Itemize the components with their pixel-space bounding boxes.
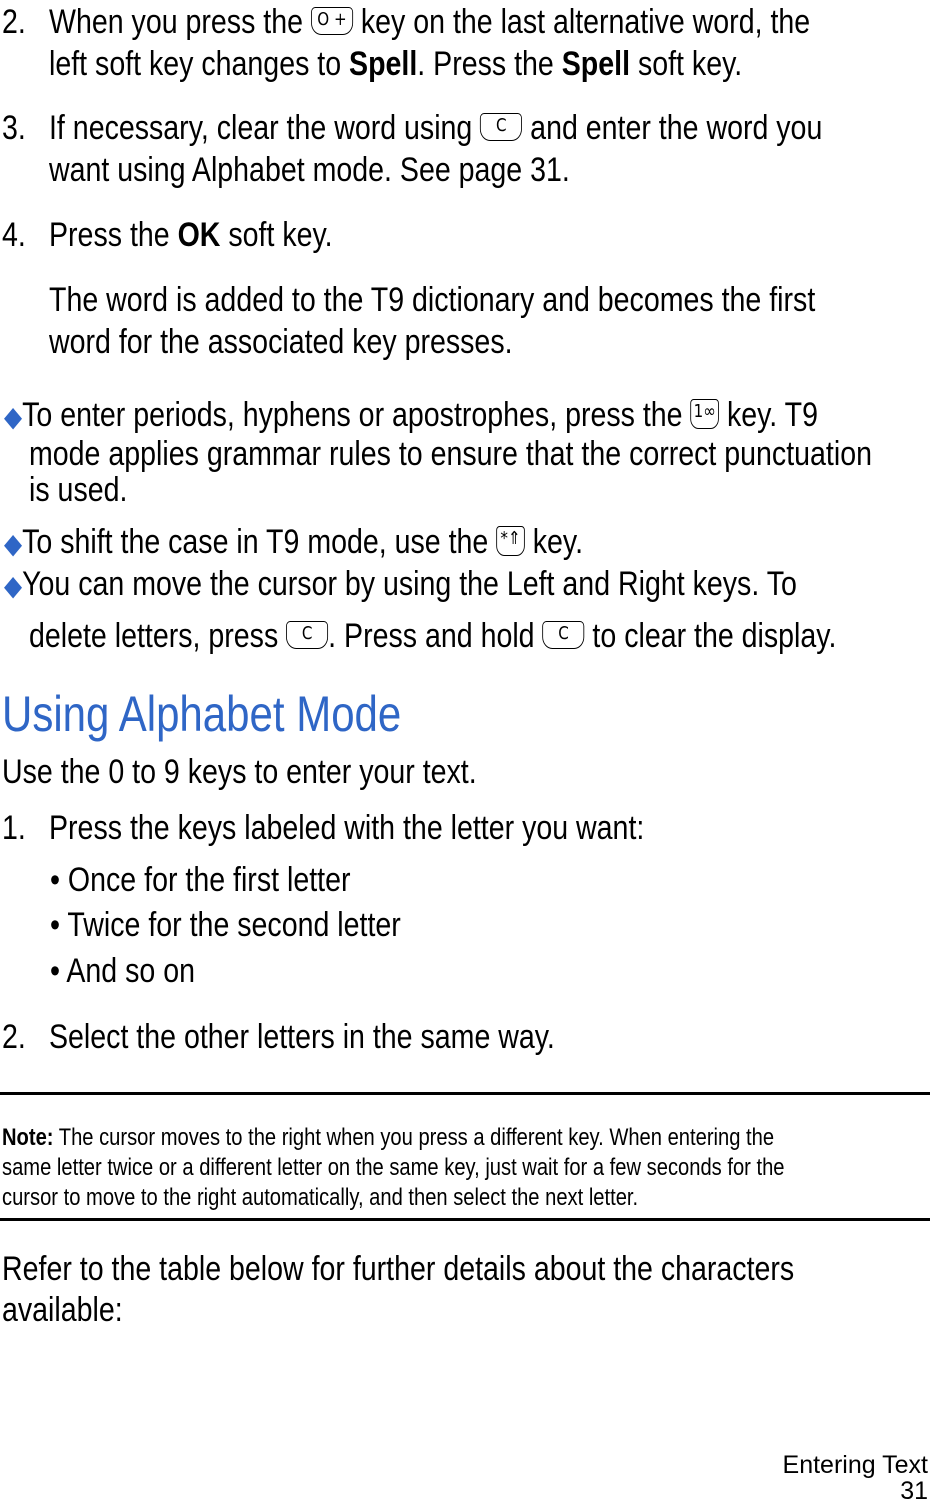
refer-line-2: available:: [2, 1291, 123, 1329]
step-number: 2.: [2, 1018, 26, 1056]
sub-item: • And so on: [50, 952, 195, 990]
step-4-line-1: Press the OK soft key.: [49, 216, 333, 254]
note-bottom-rule: [0, 1218, 930, 1221]
zero-plus-key-icon: O +: [311, 7, 353, 35]
note-top-rule: [0, 1092, 930, 1095]
bullet-shift-case: ◆To shift the case in T9 mode, use the *⇑ key.: [4, 523, 584, 561]
bullet-punctuation-line-2: mode applies grammar rules to ensure that the correct punctuation: [29, 435, 872, 473]
refer-line-1: Refer to the table below for further details about the characters: [2, 1250, 795, 1288]
page-number: 31: [900, 1477, 928, 1505]
bullet-cursor: ◆You can move the cursor by using the Left and Right keys. To: [4, 565, 797, 603]
section-intro: Use the 0 to 9 keys to enter your text.: [2, 753, 477, 791]
step-number: 2.: [2, 3, 26, 41]
step-2-line-1: [49, 2, 930, 42]
clear-key-icon: C: [286, 621, 328, 649]
bullet-cursor-line-2: delete letters, press C . Press and hold C to clear the display.: [29, 617, 837, 655]
note-line-3: cursor to move to the right automatically, and then select the next letter.: [2, 1184, 639, 1211]
bullet-punctuation: ◆To enter periods, hyphens or apostrophes, press the 1∞ key. T9: [4, 396, 818, 434]
sub-item: • Twice for the second letter: [50, 906, 401, 944]
step-number: 4.: [2, 216, 26, 254]
note-line-2: same letter twice or a different letter on the same key, just wait for a few seconds for the: [2, 1154, 785, 1181]
step-3-line-2: want using Alphabet mode. See page 31.: [49, 151, 570, 189]
section-heading: Using Alphabet Mode: [2, 686, 402, 742]
step-number: 1.: [2, 809, 26, 847]
diamond-bullet-icon: ◆: [4, 528, 23, 559]
alphabet-step-2: Select the other letters in the same way.: [49, 1018, 555, 1056]
diamond-bullet-icon: ◆: [4, 570, 23, 601]
footer-section-title: Entering Text: [782, 1451, 928, 1479]
one-key-icon: 1∞: [690, 399, 719, 429]
diamond-bullet-icon: ◆: [4, 401, 23, 432]
clear-key-icon: C: [480, 113, 522, 141]
bullet-punctuation-line-3: is used.: [29, 471, 128, 509]
star-shift-key-icon: *⇑: [496, 526, 525, 556]
step-number: 3.: [2, 109, 26, 147]
step-2-line-2: left soft key changes to Spell. Press the Spell soft key.: [49, 45, 743, 83]
text-span: When you press the: [49, 3, 311, 41]
step-4-paragraph-line-1: The word is added to the T9 dictionary and becomes the first: [49, 281, 816, 319]
step-3-line-1: If necessary, clear the word using C and enter the word you: [49, 109, 823, 147]
alphabet-step-1: Press the keys labeled with the letter you want:: [49, 809, 645, 847]
step-4-paragraph-line-2: word for the associated key presses.: [49, 323, 513, 361]
clear-key-icon: C: [543, 621, 585, 649]
text-span: key on the last alternative word, the: [352, 3, 811, 41]
sub-item: • Once for the first letter: [50, 861, 351, 899]
note-line-1: Note: The cursor moves to the right when you press a different key. When entering the: [2, 1124, 775, 1151]
